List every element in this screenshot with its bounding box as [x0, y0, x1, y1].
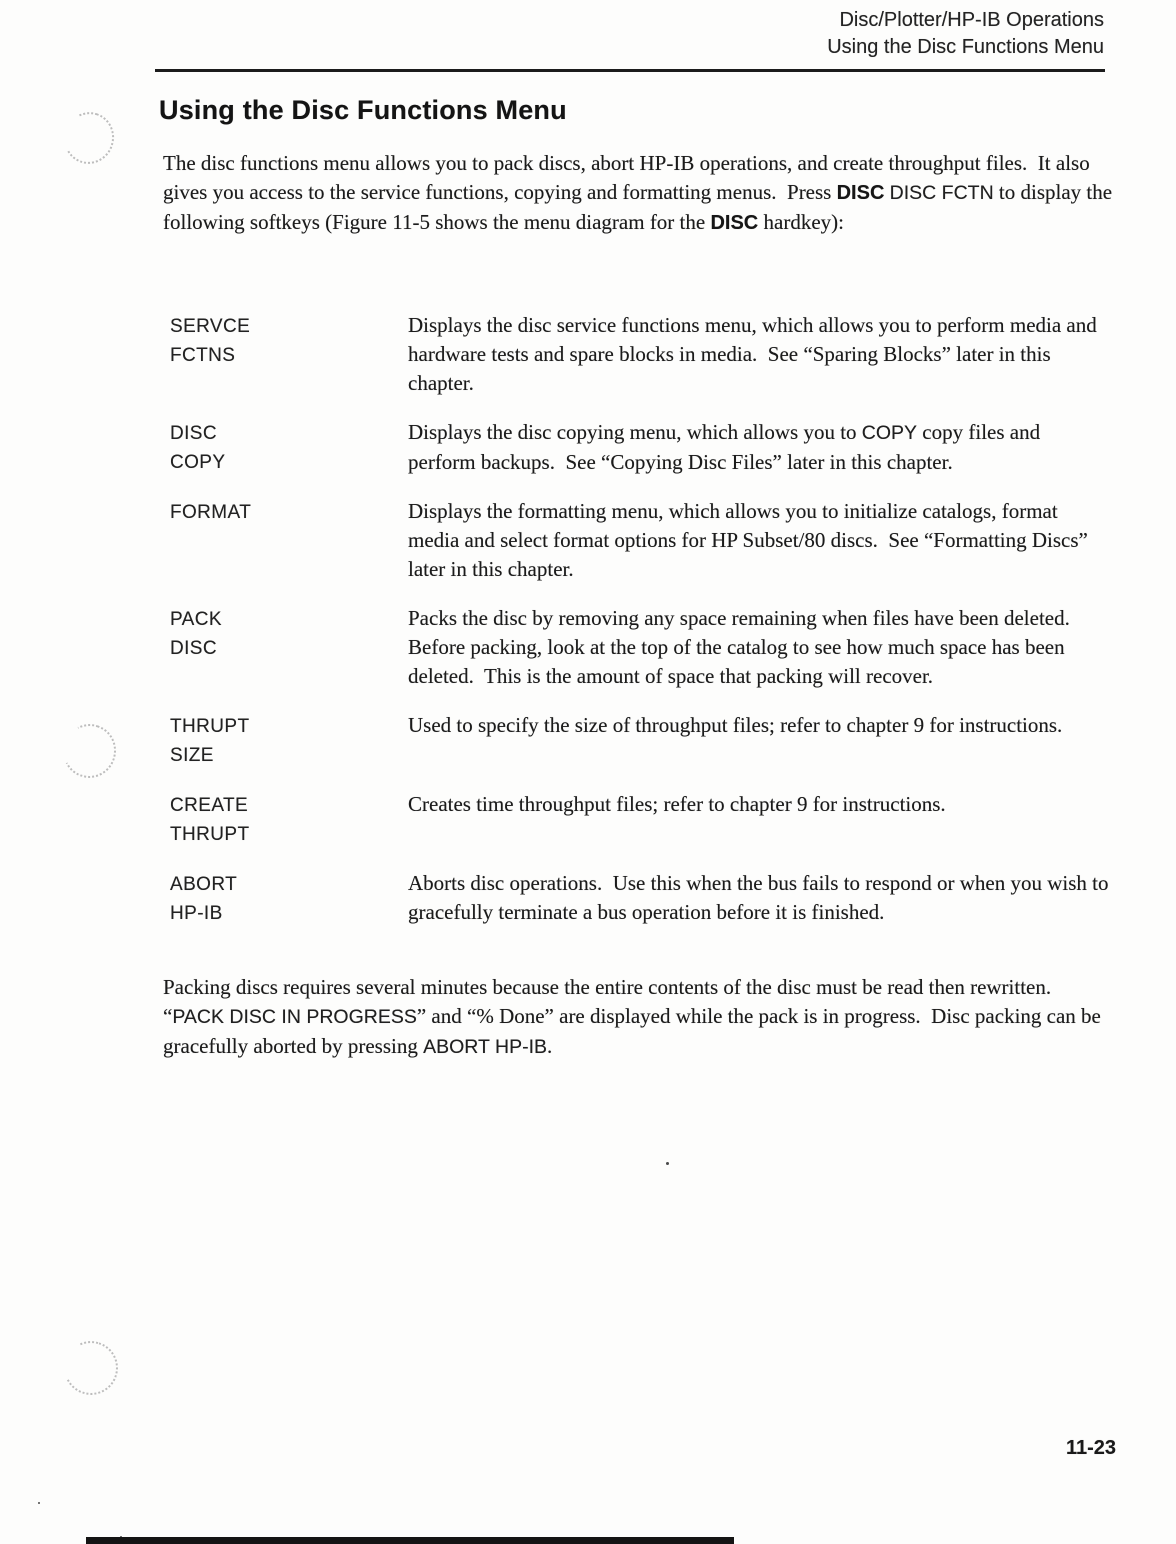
scan-speck [666, 1162, 669, 1165]
softkey-description [408, 418, 1110, 477]
text-segment: copy files and perform backups. See “Copying Disc Files” later in this chapter. [408, 420, 1046, 474]
page-header [827, 7, 1104, 61]
softkey-row [170, 418, 1112, 477]
softkey-label [170, 711, 408, 770]
softkey-label-line: FCTNS [170, 345, 236, 366]
softkey-label [170, 869, 408, 928]
softkey-description [408, 790, 1110, 849]
softkey-label-line: SIZE [170, 745, 214, 766]
softkey-row [170, 497, 1112, 584]
scan-speck [38, 1502, 40, 1504]
text-segment: Used to specify the size of throughput files; refer to chapter 9 for instructions. [408, 713, 1063, 737]
text-segment: Aborts disc operations. Use this when the bus fails to respond or when you wish to gracefully terminate a bus operation before it is finished. [408, 871, 1114, 924]
text-segment: . [547, 1034, 553, 1058]
softkey-row [170, 311, 1112, 398]
binder-hole-bottom [57, 1334, 125, 1402]
text-segment: COPY [861, 422, 918, 444]
softkey-label [170, 311, 408, 398]
intro-paragraph [163, 149, 1118, 238]
softkey-label [170, 418, 408, 477]
page-number: 11-23 [1066, 1437, 1117, 1459]
softkey-description [408, 869, 1114, 928]
softkey-label-line: PACK [170, 609, 222, 630]
text-segment: Displays the disc copying menu, which allows you to [408, 420, 862, 444]
softkey-row [170, 790, 1112, 849]
softkey-label-line: COPY [170, 452, 226, 473]
text-segment: ” and “% Done” are displayed while the pack is in progress. Disc packing can be gracefully aborted by pressing [163, 1004, 1107, 1058]
scan-edge-artifact [86, 1537, 734, 1544]
text-segment: PACK DISC IN PROGRESS [172, 1006, 417, 1028]
text-segment: Displays the disc service functions menu, which allows you to perform media and hardware tests and spare blocks in media. See “Sparing Blocks” later in this chapter. [408, 313, 1103, 395]
softkey-description [408, 711, 1110, 770]
softkey-label-line: THRUPT [170, 716, 250, 737]
section-title: Using the Disc Functions Menu [159, 95, 567, 125]
softkeys-table [170, 311, 1112, 948]
softkey-description [408, 604, 1110, 691]
softkey-label-line: ABORT [170, 874, 238, 895]
text-segment: to display the following softkeys (Figure 11-5 shows the menu diagram for the [163, 180, 1118, 234]
header-rule-divider [155, 69, 1105, 72]
header-line-1: Disc/Plotter/HP-IB Operations [839, 9, 1104, 31]
softkey-label-line: SERVCE [170, 316, 251, 337]
softkey-label-line: THRUPT [170, 824, 250, 845]
text-segment: ABORT HP-IB [423, 1036, 547, 1058]
text-segment: DISC FCTN [889, 182, 994, 204]
softkey-label [170, 604, 408, 691]
softkey-label-line: HP-IB [170, 903, 223, 924]
header-line-2: Using the Disc Functions Menu [827, 36, 1104, 58]
softkey-description [408, 311, 1110, 398]
binder-hole-middle [56, 717, 123, 785]
text-segment: DISC [710, 212, 759, 234]
text-segment: Packs the disc by removing any space remaining when files have been deleted. Before packing, look at the top of the catalog to see how much space has been deleted. This is the amount of space that packing will recover. [408, 606, 1081, 688]
closing-paragraph [163, 973, 1119, 1062]
softkey-label-line: DISC [170, 638, 217, 659]
softkey-label-line: FORMAT [170, 502, 252, 523]
softkey-label [170, 790, 408, 849]
text-segment: Displays the formatting menu, which allows you to initialize catalogs, format media and select format options for HP Subset/80 discs. See “Formatting Discs” later in this chapter. [408, 499, 1094, 581]
softkey-row [170, 711, 1112, 770]
softkey-description [408, 497, 1110, 584]
softkey-label [170, 497, 408, 584]
binder-hole-top [57, 106, 121, 171]
text-segment: Creates time throughput files; refer to chapter 9 for instructions. [408, 792, 946, 816]
text-segment: The disc functions menu allows you to pack discs, abort HP-IB operations, and create throughput files. It also gives you access to the service functions, copying and formatting menus. Press [163, 151, 1095, 204]
text-segment: hardkey): [758, 210, 844, 234]
text-segment: Packing discs requires several minutes because the entire contents of the disc must be read then rewritten. “ [163, 975, 1062, 1028]
softkey-label-line: DISC [170, 423, 217, 444]
text-segment: DISC [836, 182, 885, 204]
softkey-row [170, 869, 1112, 928]
softkey-row [170, 604, 1112, 691]
softkey-label-line: CREATE [170, 795, 249, 816]
